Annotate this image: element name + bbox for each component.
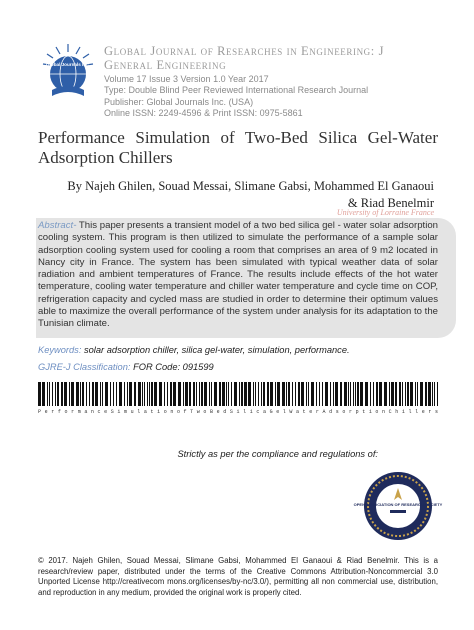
abstract-text: This paper presents a transient model of a two bed silica gel - water solar adsorption cooling system. This program is then utilized to simulate the performance of a sample solar adsorption cooling system used for cooling a room that comprises an area of 9 m2 located in Nancy city in France. The system has been simulated with typical weather data of solar radiation and ambient temperatures of France. The results include effects of the hot water temperature, cooling water temperature and chiller water temperature and cycle time on COP, refrigeration capacity and cycled mass are studied in order to determine their optimum values able to maximize the overall performance of the system under analysis for its adaptation to the Tunisian climate. [38,220,438,330]
paper-authors [14,178,434,212]
abstract [38,220,438,331]
compliance-text: Strictly as per the compliance and regulations of: [177,449,378,459]
journal-header [104,44,464,119]
abstract-label: Abstract- [38,220,77,231]
gjre-label: GJRE-J Classification: [38,362,131,372]
journal-publisher: Publisher: Global Journals Inc. (USA) [104,96,254,107]
keywords [38,345,350,355]
keywords-label: Keywords: [38,345,82,355]
journal-logo-text: Global Journals Inc. [46,62,90,67]
affiliation: University of Lorraine France [336,208,434,217]
authors-line2: & Riad Benelmir [347,196,434,210]
journal-volume: Volume 17 Issue 3 Version 1.0 Year 2017 [104,74,269,84]
seal-text: OPEN ASSOCIATION OF RESEARCH SOCIETY [353,502,443,507]
journal-issn: Online ISSN: 2249-4596 & Print ISSN: 0975-5861 [104,107,303,118]
gjre-text: FOR Code: 091599 [130,362,214,372]
journal-type: Type: Double Blind Peer Reviewed International Research Journal [104,85,369,96]
journal-logo-icon [38,40,98,100]
gjre-classification [38,362,214,372]
paper-title: Performance Simulation of Two-Bed Silica Gel-Water Adsorption Chillers [38,128,438,167]
barcode [38,382,438,414]
journal-title-line1: Global Journal of Researches in Engineering: J [104,44,385,58]
barcode-image [38,382,438,414]
authors-line1: By Najeh Ghilen, Souad Messai, Slimane Gabsi, Mohammed El Ganaoui [67,179,434,193]
journal-title-line2: General Engineering [104,58,227,72]
license-text: © 2017. Najeh Ghilen, Souad Messai, Slimane Gabsi, Mohammed El Ganaoui & Riad Benelmir. This is a research/review paper, distributed under the terms of the Creative Commons Attribution-Noncommercial 3.0 Unported License http://creativecom mons.org/licenses/by-nc/3.0/), permitting all non commercial use, distribution, and reproduction in any medium, provided the original work is properly cited. [38,556,438,597]
association-seal-icon [353,470,443,542]
keywords-text: solar adsorption chiller, silica gel-water, simulation, performance. [81,345,350,355]
barcode-caption: PerformanceSimulationofTwoBedSilicaGelWaterAdsorptionChillers [38,409,439,415]
